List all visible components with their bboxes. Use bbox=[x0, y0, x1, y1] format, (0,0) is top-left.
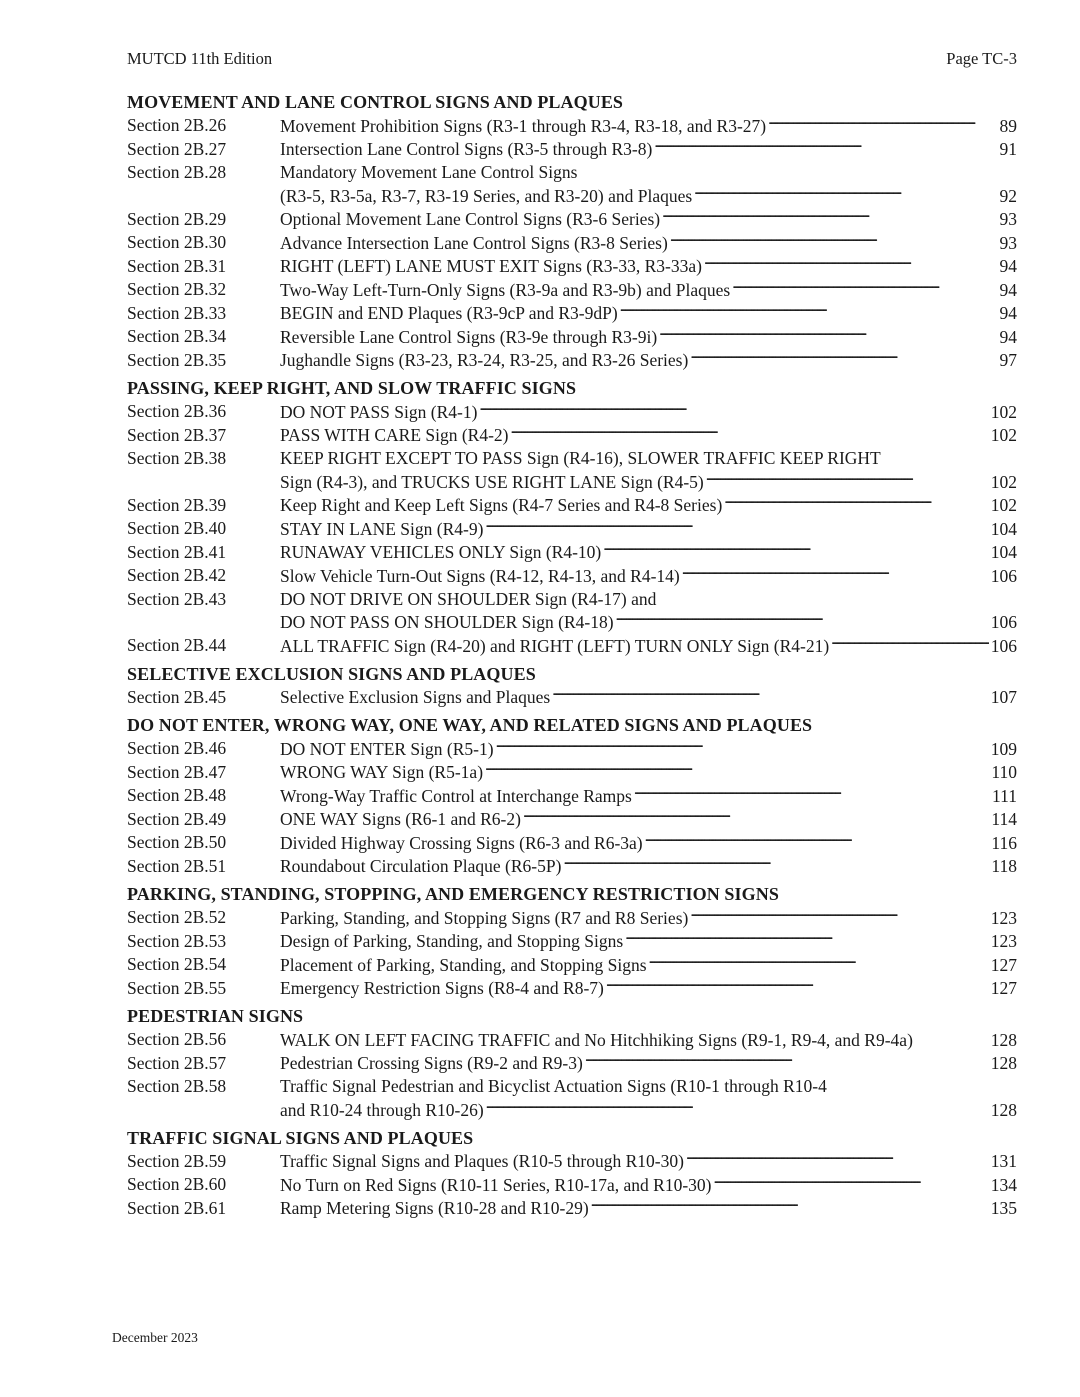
toc-group bbox=[127, 1127, 1017, 1221]
entry-body bbox=[280, 208, 1017, 232]
group-heading: PASSING, KEEP RIGHT, AND SLOW TRAFFIC SIGNS bbox=[127, 378, 577, 398]
toc-entry[interactable] bbox=[127, 634, 1017, 658]
entry-body bbox=[280, 737, 1017, 761]
section-title-lastline bbox=[280, 424, 1017, 448]
section-title-lastline bbox=[280, 278, 1017, 302]
section-title-lastline bbox=[280, 906, 1017, 930]
dot-leader bbox=[616, 611, 989, 629]
section-title-lastline bbox=[280, 1098, 1017, 1122]
section-title-line: KEEP RIGHT EXCEPT TO PASS Sign (R4-16), SLOWER TRAFFIC KEEP RIGHT bbox=[280, 448, 881, 468]
toc-entry[interactable] bbox=[127, 541, 1017, 565]
toc-group bbox=[127, 1005, 1017, 1122]
toc-entry[interactable] bbox=[127, 761, 1017, 785]
group-heading: TRAFFIC SIGNAL SIGNS AND PLAQUES bbox=[127, 1127, 474, 1148]
section-title: BEGIN and END Plaques (R3-9cP and R3-9dP) bbox=[280, 303, 618, 323]
section-title: Emergency Restriction Signs (R8-4 and R8-7) bbox=[280, 978, 604, 998]
page-number: 110 bbox=[991, 762, 1017, 782]
dot-leader bbox=[563, 855, 989, 873]
section-title: Wrong-Way Traffic Control at Interchange Ramps bbox=[280, 785, 632, 806]
page-number: 128 bbox=[990, 1053, 1017, 1073]
toc-entry[interactable] bbox=[127, 161, 1017, 208]
toc-entry[interactable] bbox=[127, 424, 1017, 448]
page-number: 107 bbox=[990, 687, 1017, 707]
section-title: Advance Intersection Lane Control Signs (R3-8 Series) bbox=[280, 232, 668, 253]
entry-body bbox=[280, 906, 1017, 930]
dot-leader bbox=[625, 930, 989, 948]
section-label: Section 2B.42 bbox=[127, 565, 227, 585]
dot-leader bbox=[831, 634, 989, 652]
entry-body bbox=[280, 114, 1017, 138]
dot-leader bbox=[485, 517, 988, 535]
section-title-lastline bbox=[280, 138, 1017, 162]
entry-body bbox=[280, 231, 1017, 255]
section-title-lastline bbox=[280, 1197, 1017, 1221]
page-number: 114 bbox=[991, 809, 1017, 829]
page-number: 135 bbox=[990, 1198, 1017, 1218]
section-title: and R10-24 through R10-26) bbox=[280, 1099, 484, 1120]
page-number: 89 bbox=[999, 115, 1017, 136]
entry-body bbox=[280, 1028, 1017, 1052]
entry-body bbox=[280, 930, 1017, 954]
section-title-lastline bbox=[280, 634, 1017, 658]
entry-body bbox=[280, 1197, 1017, 1221]
toc-group bbox=[127, 883, 1017, 1000]
section-title: ONE WAY Signs (R6-1 and R6-2) bbox=[280, 809, 521, 829]
entry-body bbox=[280, 784, 1017, 808]
section-label: Section 2B.37 bbox=[127, 424, 227, 445]
dot-leader bbox=[620, 302, 998, 320]
page-number: 97 bbox=[999, 350, 1017, 370]
toc-entry[interactable] bbox=[127, 686, 1017, 710]
section-label: Section 2B.52 bbox=[127, 907, 227, 927]
section-title-lastline bbox=[280, 470, 1017, 494]
entry-body bbox=[280, 161, 1017, 208]
section-label: Section 2B.34 bbox=[127, 326, 227, 346]
section-label: Section 2B.35 bbox=[127, 349, 227, 370]
toc-entry[interactable] bbox=[127, 1150, 1017, 1174]
section-title-lastline bbox=[280, 564, 1017, 588]
page-number: 123 bbox=[990, 907, 1017, 928]
section-label: Section 2B.53 bbox=[127, 930, 227, 951]
page-number: 111 bbox=[992, 785, 1017, 806]
section-label: Section 2B.33 bbox=[127, 302, 227, 323]
toc-entry[interactable] bbox=[127, 564, 1017, 588]
group-heading: SELECTIVE EXCLUSION SIGNS AND PLAQUES bbox=[127, 663, 536, 684]
section-title: Roundabout Circulation Plaque (R6-5P) bbox=[280, 856, 562, 876]
page-number: 109 bbox=[990, 738, 1017, 759]
toc-entry[interactable] bbox=[127, 784, 1017, 808]
section-title-lastline bbox=[280, 611, 1017, 635]
toc-entry[interactable] bbox=[127, 855, 1017, 879]
dot-leader bbox=[915, 1028, 989, 1046]
entry-body bbox=[280, 349, 1017, 373]
dot-leader bbox=[704, 255, 998, 273]
header-document-title: MUTCD 11th Edition bbox=[127, 49, 273, 68]
page-number: 102 bbox=[990, 401, 1017, 422]
toc-entry[interactable] bbox=[127, 494, 1017, 518]
dot-leader bbox=[479, 400, 988, 418]
section-title: Reversible Lane Control Signs (R3-9e through R3-9i) bbox=[280, 326, 658, 347]
toc-entry[interactable] bbox=[127, 930, 1017, 954]
section-title: Two-Way Left-Turn-Only Signs (R3-9a and R3-9b) and Plaques bbox=[280, 279, 731, 300]
entry-body bbox=[280, 541, 1017, 565]
toc-entry[interactable] bbox=[127, 1173, 1017, 1197]
section-label: Section 2B.29 bbox=[127, 208, 227, 229]
entry-body bbox=[280, 494, 1017, 518]
section-title-lastline bbox=[280, 1150, 1017, 1174]
section-title: (R3-5, R3-5a, R3-7, R3-19 Series, and R3-20) and Plaques bbox=[280, 185, 693, 206]
section-title: Intersection Lane Control Signs (R3-5 through R3-8) bbox=[280, 139, 653, 159]
dot-leader bbox=[496, 737, 989, 755]
section-label: Section 2B.40 bbox=[127, 518, 227, 538]
section-title-lastline bbox=[280, 302, 1017, 326]
group-heading: PARKING, STANDING, STOPPING, AND EMERGENCY RESTRICTION SIGNS bbox=[127, 884, 779, 904]
section-title: Keep Right and Keep Left Signs (R4-7 Series and R4-8 Series) bbox=[280, 495, 723, 515]
dot-leader bbox=[591, 1197, 989, 1215]
section-label: Section 2B.61 bbox=[127, 1197, 227, 1218]
section-title-lastline bbox=[280, 1173, 1017, 1197]
section-title-lastline bbox=[280, 325, 1017, 349]
page-number: 93 bbox=[999, 232, 1017, 253]
section-title: ALL TRAFFIC Sign (R4-20) and RIGHT (LEFT) TURN ONLY Sign (R4-21) bbox=[280, 635, 830, 656]
entry-body bbox=[280, 278, 1017, 302]
section-label: Section 2B.48 bbox=[127, 785, 227, 805]
section-label: Section 2B.45 bbox=[127, 686, 227, 707]
entry-body bbox=[280, 400, 1017, 424]
section-title: No Turn on Red Signs (R10-11 Series, R10-17a, and R10-30) bbox=[280, 1174, 712, 1195]
dot-leader bbox=[486, 1098, 989, 1116]
toc-entry[interactable] bbox=[127, 138, 1017, 162]
dot-leader bbox=[645, 831, 990, 849]
section-label: Section 2B.30 bbox=[127, 232, 227, 252]
section-title: RIGHT (LEFT) LANE MUST EXIT Signs (R3-33, R3-33a) bbox=[280, 256, 702, 276]
dot-leader bbox=[690, 349, 997, 367]
section-title-lastline bbox=[280, 231, 1017, 255]
section-title: Movement Prohibition Signs (R3-1 through R3-4, R3-18, and R3-27) bbox=[280, 115, 767, 136]
toc-entry[interactable] bbox=[127, 231, 1017, 255]
dot-leader bbox=[606, 977, 989, 995]
section-title: STAY IN LANE Sign (R4-9) bbox=[280, 518, 484, 539]
dot-leader bbox=[585, 1052, 989, 1070]
dot-leader bbox=[511, 424, 989, 442]
section-label: Section 2B.57 bbox=[127, 1052, 227, 1073]
dot-leader bbox=[523, 808, 989, 826]
toc-group bbox=[127, 663, 1017, 710]
toc-entry[interactable] bbox=[127, 447, 1017, 494]
section-title-lastline bbox=[280, 808, 1017, 832]
section-label: Section 2B.31 bbox=[127, 255, 227, 276]
section-label: Section 2B.59 bbox=[127, 1150, 227, 1171]
entry-body bbox=[280, 808, 1017, 832]
dot-leader bbox=[686, 1150, 989, 1168]
section-title: Slow Vehicle Turn-Out Signs (R4-12, R4-13, and R4-14) bbox=[280, 565, 680, 586]
dot-leader bbox=[682, 564, 989, 582]
section-title-lastline bbox=[280, 953, 1017, 977]
toc-entry[interactable] bbox=[127, 1075, 1017, 1122]
entry-body bbox=[280, 517, 1017, 541]
toc-group bbox=[127, 91, 1017, 372]
section-label: Section 2B.44 bbox=[127, 635, 227, 655]
section-title: Sign (R4-3), and TRUCKS USE RIGHT LANE Sign (R4-5) bbox=[280, 471, 704, 492]
section-label: Section 2B.51 bbox=[127, 855, 227, 876]
section-title: DO NOT ENTER Sign (R5-1) bbox=[280, 738, 494, 759]
page-number: 131 bbox=[990, 1151, 1017, 1171]
page-number: 123 bbox=[990, 931, 1017, 951]
section-title-line: Traffic Signal Pedestrian and Bicyclist Actuation Signs (R10-1 through R10-4 bbox=[280, 1076, 827, 1096]
entry-body bbox=[280, 424, 1017, 448]
section-label: Section 2B.50 bbox=[127, 832, 227, 852]
toc-entry[interactable] bbox=[127, 831, 1017, 855]
section-title-lastline bbox=[280, 114, 1017, 138]
page-number: 106 bbox=[990, 612, 1017, 632]
section-title: WRONG WAY Sign (R5-1a) bbox=[280, 762, 484, 782]
dot-leader bbox=[634, 784, 990, 802]
page-number: 94 bbox=[999, 256, 1017, 276]
entry-body bbox=[280, 1052, 1017, 1076]
toc-entry[interactable] bbox=[127, 588, 1017, 635]
section-title-line: DO NOT DRIVE ON SHOULDER Sign (R4-17) and bbox=[280, 588, 657, 609]
section-title-lastline bbox=[280, 184, 1017, 208]
section-label: Section 2B.41 bbox=[127, 541, 227, 562]
entry-body bbox=[280, 138, 1017, 162]
page-header bbox=[127, 48, 1017, 70]
toc-entry[interactable] bbox=[127, 302, 1017, 326]
section-label: Section 2B.39 bbox=[127, 494, 227, 515]
toc-entry[interactable] bbox=[127, 278, 1017, 302]
page-number: 94 bbox=[999, 303, 1017, 323]
page-number: 128 bbox=[990, 1099, 1017, 1120]
page-number: 104 bbox=[990, 518, 1017, 539]
section-label: Section 2B.60 bbox=[127, 1174, 227, 1194]
toc-entry[interactable] bbox=[127, 208, 1017, 232]
entry-body bbox=[280, 564, 1017, 588]
section-title: Divided Highway Crossing Signs (R6-3 and R6-3a) bbox=[280, 832, 643, 853]
page-number: 127 bbox=[990, 954, 1017, 975]
entry-body bbox=[280, 761, 1017, 785]
entry-body bbox=[280, 855, 1017, 879]
entry-body bbox=[280, 686, 1017, 710]
section-title-lastline bbox=[280, 855, 1017, 879]
section-label: Section 2B.38 bbox=[127, 448, 227, 468]
section-title-lastline bbox=[280, 977, 1017, 1001]
section-title-lastline bbox=[280, 784, 1017, 808]
section-title-lastline bbox=[280, 761, 1017, 785]
dot-leader bbox=[714, 1173, 989, 1191]
section-title-lastline bbox=[280, 517, 1017, 541]
section-title: DO NOT PASS ON SHOULDER Sign (R4-18) bbox=[280, 612, 614, 632]
section-title: Optional Movement Lane Control Signs (R3-6 Series) bbox=[280, 209, 661, 229]
page-number: 104 bbox=[990, 542, 1017, 562]
toc-entry[interactable] bbox=[127, 1052, 1017, 1076]
page-number: 128 bbox=[990, 1029, 1017, 1050]
entry-body bbox=[280, 255, 1017, 279]
group-heading: DO NOT ENTER, WRONG WAY, ONE WAY, AND RELATED SIGNS AND PLAQUES bbox=[127, 715, 813, 735]
header-page-number: Page TC-3 bbox=[946, 49, 1017, 68]
toc-entry[interactable] bbox=[127, 517, 1017, 541]
section-title-lastline bbox=[280, 400, 1017, 424]
section-title-line: Mandatory Movement Lane Control Signs bbox=[280, 162, 578, 182]
page-number: 134 bbox=[990, 1174, 1017, 1195]
dot-leader bbox=[662, 208, 997, 226]
section-label: Section 2B.56 bbox=[127, 1029, 227, 1049]
section-title: Traffic Signal Signs and Plaques (R10-5 through R10-30) bbox=[280, 1151, 684, 1171]
dot-leader bbox=[724, 494, 988, 512]
section-title: DO NOT PASS Sign (R4-1) bbox=[280, 401, 478, 422]
toc-entry[interactable] bbox=[127, 1028, 1017, 1052]
group-heading: PEDESTRIAN SIGNS bbox=[127, 1006, 304, 1026]
page-number: 102 bbox=[990, 495, 1017, 515]
dot-leader bbox=[649, 953, 989, 971]
entry-body bbox=[280, 1075, 1017, 1122]
page-number: 118 bbox=[991, 856, 1017, 876]
section-title-lastline bbox=[280, 1052, 1017, 1076]
section-title-lastline bbox=[280, 831, 1017, 855]
page-number: 102 bbox=[990, 471, 1017, 492]
page-number: 116 bbox=[991, 832, 1017, 853]
entry-body bbox=[280, 831, 1017, 855]
entry-body bbox=[280, 1173, 1017, 1197]
dot-leader bbox=[694, 184, 997, 202]
dot-leader bbox=[690, 906, 988, 924]
section-label: Section 2B.32 bbox=[127, 279, 227, 299]
group-heading: MOVEMENT AND LANE CONTROL SIGNS AND PLAQUES bbox=[127, 92, 624, 112]
toc-entry[interactable] bbox=[127, 1197, 1017, 1221]
section-title: Ramp Metering Signs (R10-28 and R10-29) bbox=[280, 1198, 589, 1218]
section-title: Selective Exclusion Signs and Plaques bbox=[280, 687, 551, 707]
toc-entry[interactable] bbox=[127, 808, 1017, 832]
section-label: Section 2B.26 bbox=[127, 115, 227, 135]
dot-leader bbox=[659, 325, 997, 343]
entry-body bbox=[280, 1150, 1017, 1174]
page-number: 94 bbox=[999, 326, 1017, 347]
toc-group bbox=[127, 377, 1017, 658]
section-title: Placement of Parking, Standing, and Stopping Signs bbox=[280, 954, 647, 975]
entry-body bbox=[280, 302, 1017, 326]
toc-entry[interactable] bbox=[127, 737, 1017, 761]
section-label: Section 2B.58 bbox=[127, 1076, 227, 1096]
section-title-lastline bbox=[280, 208, 1017, 232]
section-title-lastline bbox=[280, 494, 1017, 518]
section-label: Section 2B.49 bbox=[127, 808, 227, 829]
dot-leader bbox=[552, 686, 989, 704]
toc-entry[interactable] bbox=[127, 349, 1017, 373]
entry-body bbox=[280, 325, 1017, 349]
toc-entry[interactable] bbox=[127, 114, 1017, 138]
section-label: Section 2B.28 bbox=[127, 162, 227, 182]
page-number: 127 bbox=[990, 978, 1017, 998]
page-number: 106 bbox=[990, 565, 1017, 586]
toc-entry[interactable] bbox=[127, 255, 1017, 279]
section-title: Parking, Standing, and Stopping Signs (R7 and R8 Series) bbox=[280, 907, 689, 928]
section-label: Section 2B.54 bbox=[127, 954, 227, 974]
section-label: Section 2B.46 bbox=[127, 738, 227, 758]
toc-group bbox=[127, 714, 1017, 878]
table-of-contents bbox=[127, 91, 1017, 1220]
page-number: 106 bbox=[990, 635, 1017, 656]
dot-leader bbox=[654, 138, 997, 156]
dot-leader bbox=[485, 761, 989, 779]
dot-leader bbox=[768, 114, 997, 132]
section-title: Design of Parking, Standing, and Stopping Signs bbox=[280, 931, 624, 951]
toc-entry[interactable] bbox=[127, 953, 1017, 977]
entry-body bbox=[280, 977, 1017, 1001]
toc-entry[interactable] bbox=[127, 325, 1017, 349]
section-title-lastline bbox=[280, 349, 1017, 373]
section-title-lastline bbox=[280, 930, 1017, 954]
entry-body bbox=[280, 588, 1017, 635]
section-label: Section 2B.55 bbox=[127, 977, 227, 998]
dot-leader bbox=[706, 470, 989, 488]
dot-leader bbox=[732, 278, 997, 296]
toc-entry[interactable] bbox=[127, 977, 1017, 1001]
page-number: 94 bbox=[999, 279, 1017, 300]
toc-entry[interactable] bbox=[127, 400, 1017, 424]
section-title-lastline bbox=[280, 737, 1017, 761]
page-number: 91 bbox=[999, 139, 1017, 159]
section-title: Jughandle Signs (R3-23, R3-24, R3-25, and R3-26 Series) bbox=[280, 350, 689, 370]
section-title: RUNAWAY VEHICLES ONLY Sign (R4-10) bbox=[280, 542, 602, 562]
footer-date: December 2023 bbox=[112, 1330, 198, 1345]
page-number: 92 bbox=[999, 185, 1017, 206]
section-title: PASS WITH CARE Sign (R4-2) bbox=[280, 425, 509, 445]
entry-body bbox=[280, 953, 1017, 977]
section-label: Section 2B.27 bbox=[127, 138, 227, 159]
dot-leader bbox=[670, 231, 998, 249]
section-label: Section 2B.47 bbox=[127, 761, 227, 782]
section-title: WALK ON LEFT FACING TRAFFIC and No Hitchhiking Signs (R9-1, R9-4, and R9-4a) bbox=[280, 1029, 913, 1050]
page-number: 93 bbox=[999, 209, 1017, 229]
section-title-lastline bbox=[280, 255, 1017, 279]
section-title-lastline bbox=[280, 1028, 1017, 1052]
section-title: Pedestrian Crossing Signs (R9-2 and R9-3) bbox=[280, 1053, 583, 1073]
entry-body bbox=[280, 634, 1017, 658]
section-title-lastline bbox=[280, 541, 1017, 565]
section-label: Section 2B.36 bbox=[127, 401, 227, 421]
page-number: 102 bbox=[990, 425, 1017, 445]
toc-entry[interactable] bbox=[127, 906, 1017, 930]
section-title-lastline bbox=[280, 686, 1017, 710]
dot-leader bbox=[603, 541, 989, 559]
section-label: Section 2B.43 bbox=[127, 588, 227, 609]
entry-body bbox=[280, 447, 1017, 494]
